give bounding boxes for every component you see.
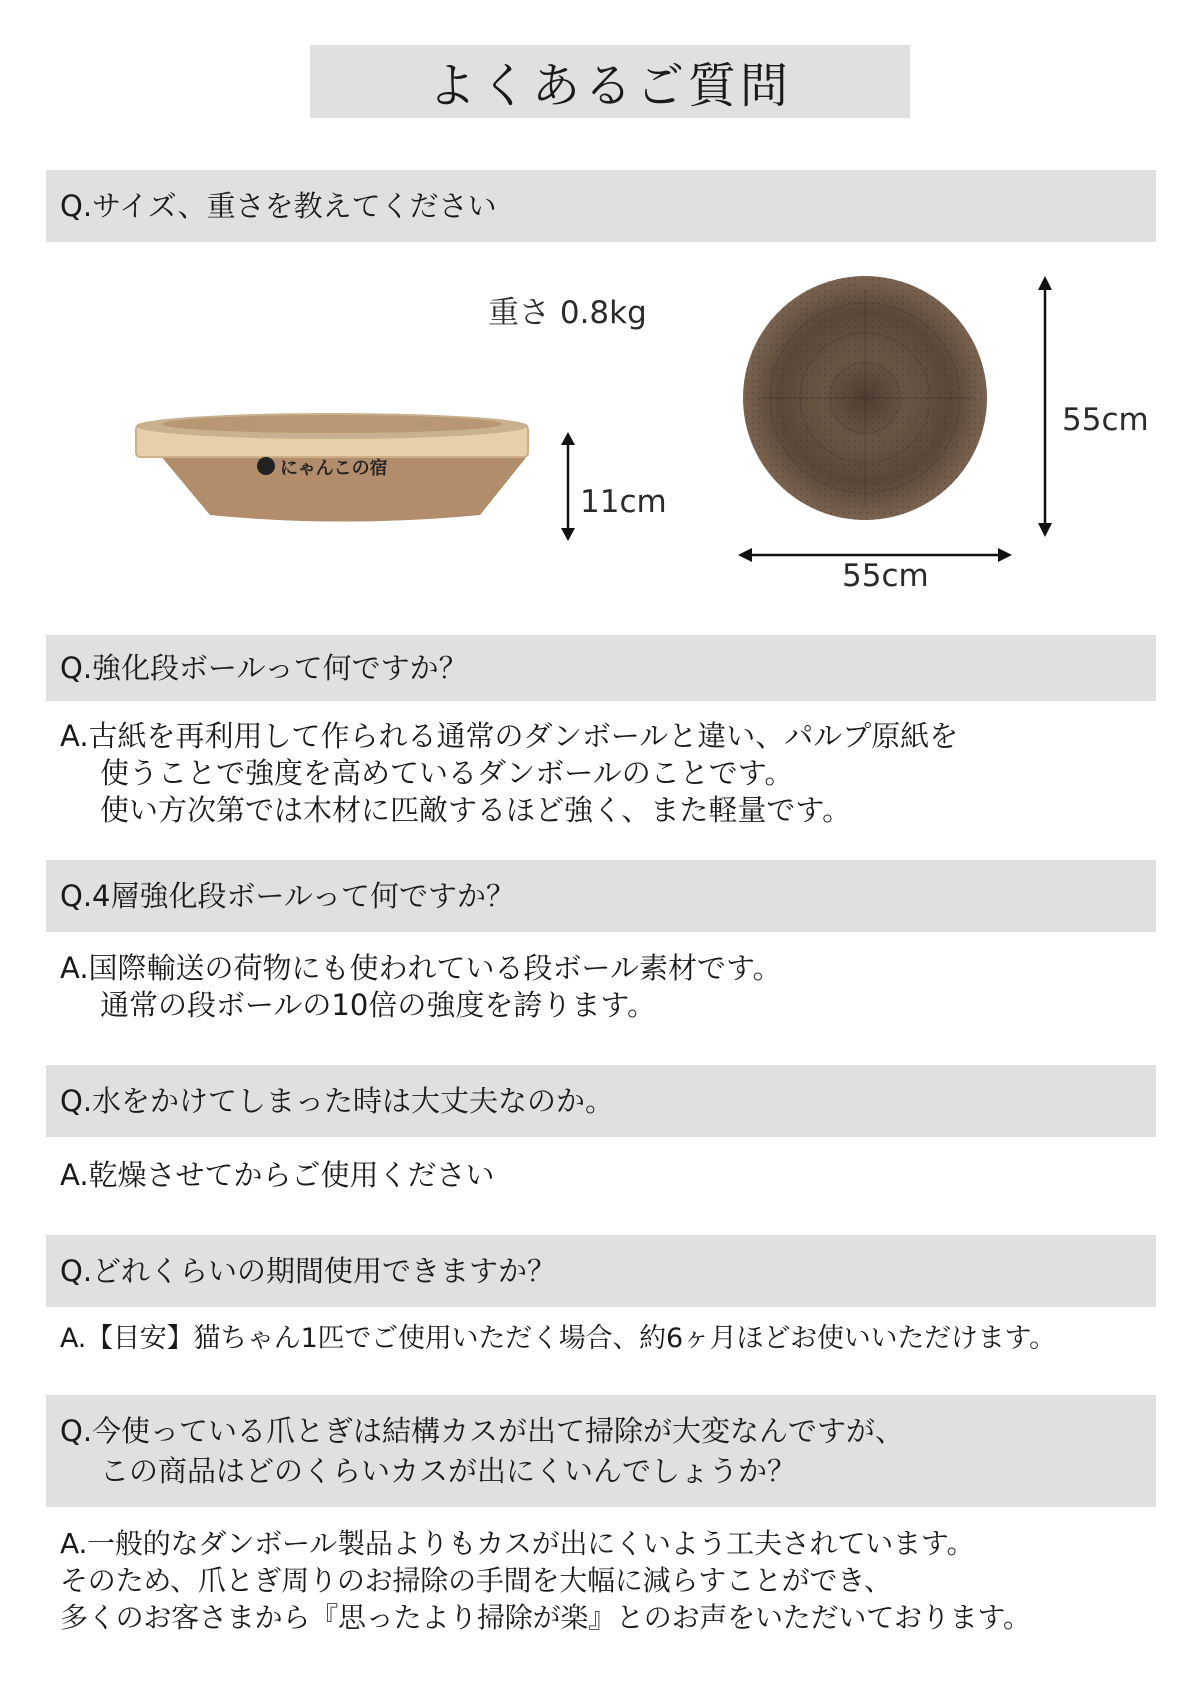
question-line: Q.強化段ボールって何ですか？ [60, 651, 468, 685]
faq-question-duration [46, 1235, 1156, 1307]
answer-line: 使い方次第では木材に匹敵するほど強く、また軽量です。 [100, 793, 852, 827]
diameter-horizontal-label: 55cm [842, 558, 929, 594]
faq-answer-debris [60, 1525, 1180, 1636]
faq-question-reinforced-cardboard [46, 635, 1156, 701]
answer-line: A.【目安】猫ちゃん1匹でご使用いただく場合、約6ヶ月ほどお使いいただけます。 [60, 1323, 1056, 1354]
page-title: よくあるご質問 [310, 45, 910, 118]
answer-line: A.古紙を再利用して作られる通常のダンボールと違い、パルプ原紙を [60, 719, 959, 753]
faq-question-4-layer [46, 860, 1156, 932]
faq-answer-4-layer [60, 950, 1180, 1024]
faq-answer-duration [60, 1320, 1180, 1357]
faq-question-debris [46, 1395, 1156, 1507]
answer-line: A.一般的なダンボール製品よりもカスが出にくいよう工夫されています。 [60, 1527, 975, 1560]
product-brand-text: にゃんこの宿 [280, 458, 388, 479]
faq-question-water [46, 1065, 1156, 1137]
diameter-vertical-label: 55cm [1062, 402, 1149, 438]
answer-line: 使うことで強度を高めているダンボールのことです。 [100, 756, 794, 790]
faq-answer-reinforced-cardboard [60, 718, 1180, 829]
disc-top-view [743, 276, 987, 520]
faq-answer-water [60, 1157, 1180, 1194]
answer-line: 多くのお客さまから『思ったより掃除が楽』とのお声をいただいております。 [60, 1601, 1031, 1634]
bowl-side-view [136, 413, 528, 522]
answer-line: そのため、爪とぎ周りのお掃除の手間を大幅に減らすことができ、 [60, 1564, 892, 1597]
answer-line: A.乾燥させてからご使用ください [60, 1158, 495, 1192]
question-line: Q.サイズ、重さを教えてください [60, 189, 497, 223]
answer-line: A.国際輸送の荷物にも使われている段ボール素材です。 [60, 951, 782, 985]
brand-logo-icon [257, 457, 275, 475]
question-line: Q.どれくらいの期間使用できますか？ [60, 1254, 557, 1288]
answer-line: 通常の段ボールの10倍の強度を誇ります。 [100, 988, 657, 1022]
weight-label: 重さ 0.8kg [488, 295, 647, 331]
question-line: Q.今使っている爪とぎは結構カスが出て掃除が大変なんですが、 [60, 1414, 905, 1448]
question-line: この商品はどのくらいカスが出にくいんでしょうか？ [100, 1454, 797, 1488]
height-label: 11cm [580, 484, 667, 520]
question-line: Q.水をかけてしまった時は大丈夫なのか。 [60, 1084, 615, 1118]
question-line: Q.4層強化段ボールって何ですか？ [60, 879, 516, 913]
